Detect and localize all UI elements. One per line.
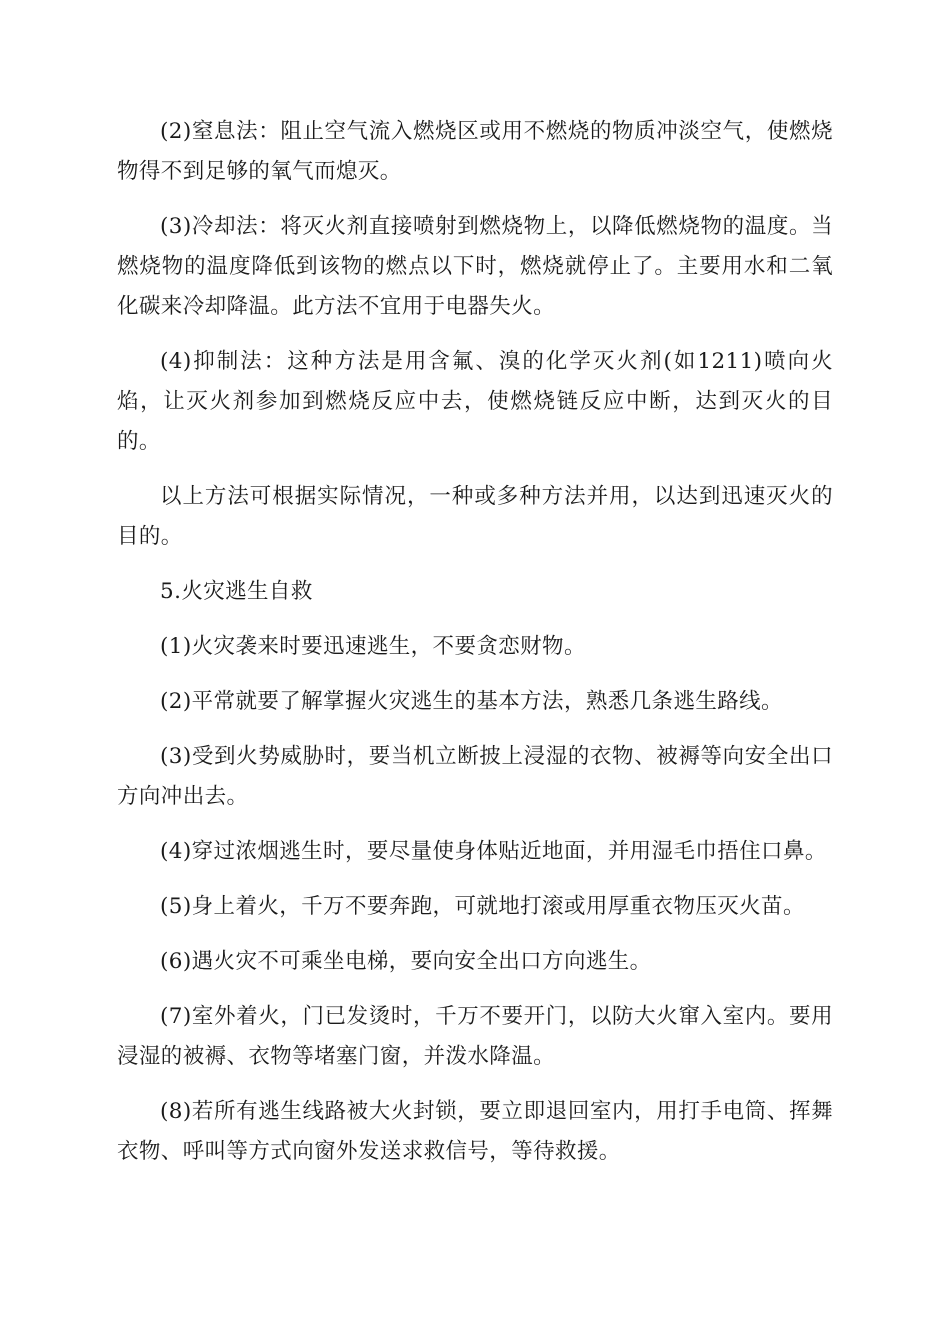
paragraph-escape-item-2: (2)平常就要了解掌握火灾逃生的基本方法，熟悉几条逃生路线。 (160, 689, 783, 714)
paragraph-escape-item-1: (1)火灾袭来时要迅速逃生，不要贪恋财物。 (160, 634, 586, 659)
paragraph-suppression-method: (4)抑制法：这种方法是用含氟、溴的化学灭火剂(如1211)喷向火焰，让灭火剂参加到燃烧反应中去，使燃烧链反应中断，达到灭火的目的。 (117, 349, 833, 454)
paragraph-methods-summary: 以上方法可根据实际情况，一种或多种方法并用，以达到迅速灭火的目的。 (117, 484, 833, 549)
paragraph-escape-item-5: (5)身上着火，千万不要奔跑，可就地打滚或用厚重衣物压灭火苗。 (160, 894, 805, 919)
paragraph-escape-item-6: (6)遇火灾不可乘坐电梯，要向安全出口方向逃生。 (160, 949, 652, 974)
paragraph-escape-item-4: (4)穿过浓烟逃生时，要尽量使身体贴近地面，并用湿毛巾捂住口鼻。 (160, 839, 827, 864)
document-body (117, 112, 833, 1187)
paragraph-escape-item-3: (3)受到火势威胁时，要当机立断披上浸湿的衣物、被褥等向安全出口方向冲出去。 (117, 744, 833, 809)
paragraph-suffocation-method: (2)窒息法：阻止空气流入燃烧区或用不燃烧的物质冲淡空气，使燃烧物得不到足够的氧气而熄灭。 (117, 119, 833, 184)
paragraph-escape-item-8: (8)若所有逃生线路被大火封锁，要立即退回室内，用打手电筒、挥舞衣物、呼叫等方式向窗外发送求救信号，等待救援。 (117, 1099, 833, 1164)
paragraph-cooling-method: (3)冷却法：将灭火剂直接喷射到燃烧物上，以降低燃烧物的温度。当燃烧物的温度降低到该物的燃点以下时，燃烧就停止了。主要用水和二氧化碳来冷却降温。此方法不宜用于电器失火。 (117, 214, 833, 319)
paragraph-escape-item-7: (7)室外着火，门已发烫时，千万不要开门，以防大火窜入室内。要用浸湿的被褥、衣物等堵塞门窗，并泼水降温。 (117, 1004, 833, 1069)
section-heading-fire-escape: 5.火灾逃生自救 (160, 579, 313, 604)
